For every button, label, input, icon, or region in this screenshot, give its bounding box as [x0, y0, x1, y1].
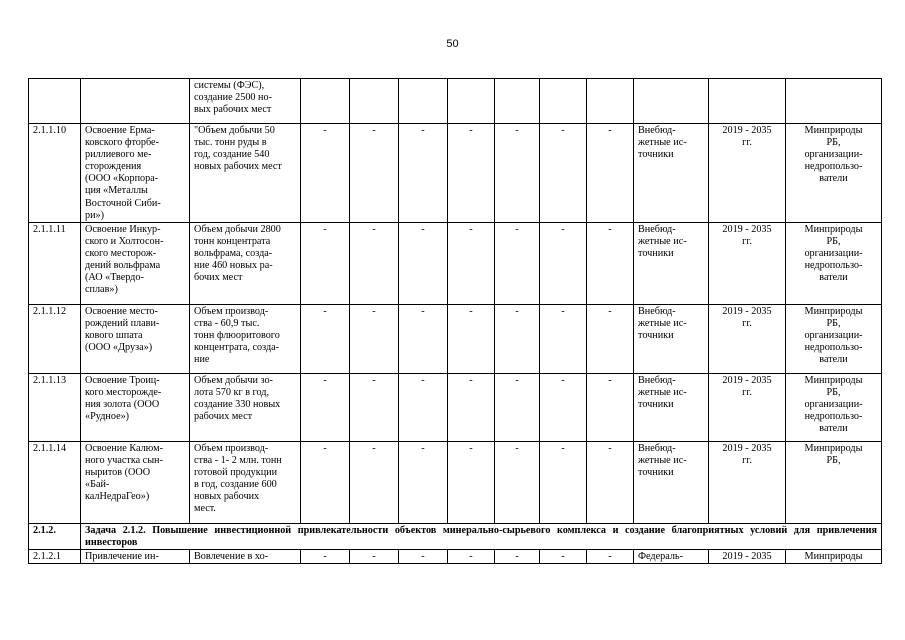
page-number: 50: [446, 38, 459, 50]
year-value-cell: -: [350, 441, 399, 523]
year-value-cell: -: [399, 124, 448, 223]
year-value-cell: -: [448, 222, 495, 304]
table-row: [29, 304, 882, 373]
measure-indicator: Вовлечение в хо-: [190, 549, 301, 563]
responsible-executor: Минприроды РБ, организации- недропользо- ватели: [786, 124, 882, 223]
year-value-cell: -: [399, 222, 448, 304]
year-value-cell: -: [540, 373, 587, 441]
measure-code: 2.1.1.11: [29, 222, 81, 304]
measures-table: [28, 78, 882, 564]
table-row: [29, 373, 882, 441]
year-value-cell: -: [350, 124, 399, 223]
implementation-period: 2019 - 2035 гг.: [709, 373, 786, 441]
measure-code: 2.1.1.12: [29, 304, 81, 373]
year-value-cell: [448, 79, 495, 124]
year-value-cell: -: [399, 373, 448, 441]
year-value-cell: -: [448, 549, 495, 563]
measure-code: 2.1.1.10: [29, 124, 81, 223]
responsible-executor: Минприроды РБ, организации- недропользо- ватели: [786, 304, 882, 373]
year-value-cell: -: [495, 373, 540, 441]
funding-source: Федераль-: [634, 549, 709, 563]
table-row: [29, 222, 882, 304]
implementation-period: 2019 - 2035 гг.: [709, 222, 786, 304]
year-value-cell: -: [540, 304, 587, 373]
task-header-row: [29, 523, 882, 549]
measure-indicator: системы (ФЭС), создание 2500 но- вых рабочих мест: [190, 79, 301, 124]
year-value-cell: -: [350, 304, 399, 373]
funding-source: Внебюд- жетные ис- точники: [634, 373, 709, 441]
table-row: [29, 441, 882, 523]
funding-source: Внебюд- жетные ис- точники: [634, 304, 709, 373]
year-value-cell: -: [495, 304, 540, 373]
implementation-period: 2019 - 2035: [709, 549, 786, 563]
implementation-period: 2019 - 2035 гг.: [709, 124, 786, 223]
year-value-cell: -: [301, 124, 350, 223]
measure-name: Освоение Троиц- кого месторожде- ния золота (ООО «Рудное»): [81, 373, 190, 441]
table-row: [29, 79, 882, 124]
task-title: Задача 2.1.2. Повышение инвестиционной привлекательности объектов минерально-сырьевого комплекса и создание благоприятных условий для привлечения инвесторов: [81, 523, 882, 549]
year-value-cell: -: [587, 222, 634, 304]
implementation-period: 2019 - 2035 гг.: [709, 441, 786, 523]
year-value-cell: -: [350, 549, 399, 563]
year-value-cell: -: [495, 222, 540, 304]
year-value-cell: [399, 79, 448, 124]
year-value-cell: -: [301, 373, 350, 441]
year-value-cell: -: [448, 441, 495, 523]
year-value-cell: -: [540, 441, 587, 523]
funding-source: Внебюд- жетные ис- точники: [634, 222, 709, 304]
responsible-executor: Минприроды РБ, организации- недропользо- ватели: [786, 373, 882, 441]
measure-code: [29, 79, 81, 124]
year-value-cell: -: [587, 304, 634, 373]
year-value-cell: [587, 79, 634, 124]
year-value-cell: -: [301, 222, 350, 304]
year-value-cell: -: [587, 549, 634, 563]
measure-indicator: Объем производ- ства - 60,9 тыс. тонн флюоритового концентрата, созда- ние: [190, 304, 301, 373]
year-value-cell: [540, 79, 587, 124]
measure-code: 2.1.2.1: [29, 549, 81, 563]
year-value-cell: -: [350, 373, 399, 441]
measure-name: Привлечение ин-: [81, 549, 190, 563]
year-value-cell: -: [587, 124, 634, 223]
measure-indicator: Объем производ- ства - 1- 2 млн. тонн готовой продукции в год, создание 600 новых рабочих мест.: [190, 441, 301, 523]
implementation-period: 2019 - 2035 гг.: [709, 304, 786, 373]
responsible-executor: Минприроды: [786, 549, 882, 563]
year-value-cell: [350, 79, 399, 124]
measure-name: [81, 79, 190, 124]
responsible-executor: Минприроды РБ, организации- недропользо- ватели: [786, 222, 882, 304]
year-value-cell: -: [540, 549, 587, 563]
measure-name: Освоение Инкур- ского и Холтосон- ского месторож- дений вольфрама (АО «Твердо- сплав»): [81, 222, 190, 304]
year-value-cell: -: [540, 222, 587, 304]
year-value-cell: -: [399, 441, 448, 523]
funding-source: [634, 79, 709, 124]
implementation-period: [709, 79, 786, 124]
measure-indicator: "Объем добычи 50 тыс. тонн руды в год, создание 540 новых рабочих мест: [190, 124, 301, 223]
responsible-executor: [786, 79, 882, 124]
year-value-cell: [495, 79, 540, 124]
responsible-executor: Минприроды РБ,: [786, 441, 882, 523]
table-body: [29, 79, 882, 564]
year-value-cell: [301, 79, 350, 124]
year-value-cell: -: [301, 441, 350, 523]
measure-name: Освоение Ерма- ковского фторбе- риллиевого ме- сторождения (ООО «Корпора- ция «Металлы Восточной Сиби- ри»): [81, 124, 190, 223]
year-value-cell: -: [350, 222, 399, 304]
year-value-cell: -: [301, 549, 350, 563]
measure-code: 2.1.1.14: [29, 441, 81, 523]
funding-source: Внебюд- жетные ис- точники: [634, 441, 709, 523]
year-value-cell: -: [540, 124, 587, 223]
task-code: 2.1.2.: [29, 523, 81, 549]
measure-name: Освоение место- рождений плави- кового шпата (ООО «Друза»): [81, 304, 190, 373]
measure-name: Освоение Калюм- ного участка сын- ныритов (ООО «Бай- калНедраГео»): [81, 441, 190, 523]
year-value-cell: -: [399, 304, 448, 373]
measure-code: 2.1.1.13: [29, 373, 81, 441]
funding-source: Внебюд- жетные ис- точники: [634, 124, 709, 223]
year-value-cell: -: [448, 304, 495, 373]
year-value-cell: -: [301, 304, 350, 373]
year-value-cell: -: [587, 373, 634, 441]
year-value-cell: -: [495, 124, 540, 223]
measure-indicator: Объем добычи 2800 тонн концентрата вольфрама, созда- ние 460 новых ра- бочих мест: [190, 222, 301, 304]
year-value-cell: -: [448, 124, 495, 223]
year-value-cell: -: [448, 373, 495, 441]
year-value-cell: -: [495, 549, 540, 563]
year-value-cell: -: [399, 549, 448, 563]
year-value-cell: -: [495, 441, 540, 523]
table-row: [29, 124, 882, 223]
year-value-cell: -: [587, 441, 634, 523]
measure-indicator: Объем добычи зо- лота 570 кг в год, создание 330 новых рабочих мест: [190, 373, 301, 441]
table-row: [29, 549, 882, 563]
